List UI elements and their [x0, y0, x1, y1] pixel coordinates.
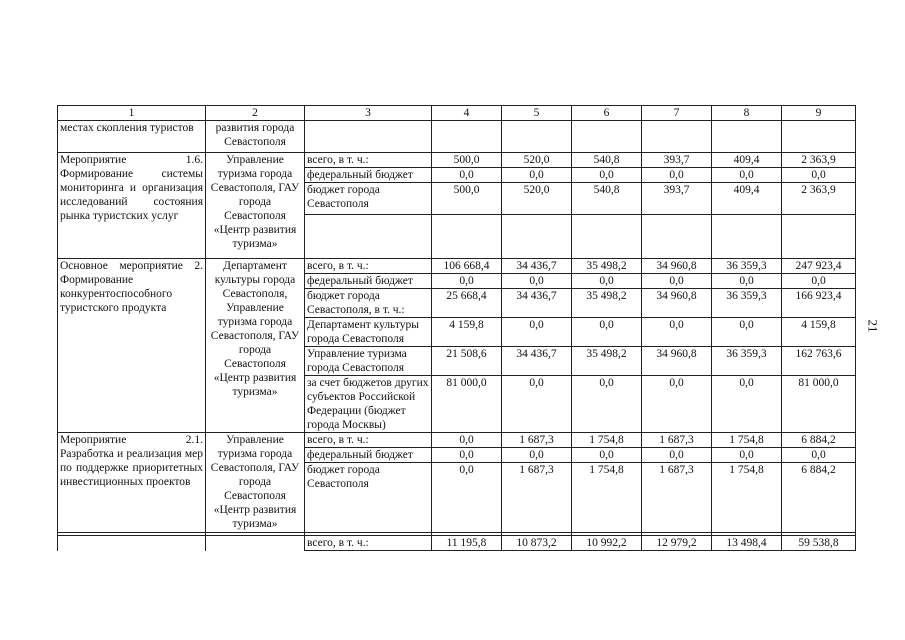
value-cell: 0,0	[642, 448, 712, 463]
source-label: всего, в т. ч.:	[305, 536, 432, 551]
column-number: 9	[782, 106, 856, 121]
value-cell: 1 687,3	[642, 433, 712, 448]
source-label: бюджет города Севастополя, в т. ч.:	[305, 289, 432, 318]
value-cell: 1 754,8	[572, 463, 642, 533]
value-cell: 35 498,2	[572, 289, 642, 318]
value-cell: 0,0	[432, 463, 502, 533]
value-cell: 0,0	[712, 376, 782, 433]
value-cell: 166 923,4	[782, 289, 856, 318]
value-cell: 0,0	[572, 376, 642, 433]
value-cell: 34 436,7	[502, 259, 572, 274]
value-cell: 0,0	[782, 448, 856, 463]
value-cell: 6 884,2	[782, 433, 856, 448]
column-number: 6	[572, 106, 642, 121]
value-cell: 1 754,8	[712, 463, 782, 533]
value-cell: 540,8	[572, 183, 642, 215]
value-cell: 0,0	[712, 318, 782, 347]
value-cell: 1 687,3	[642, 463, 712, 533]
value-cell: 0,0	[502, 376, 572, 433]
column-number: 8	[712, 106, 782, 121]
value-cell: 0,0	[712, 274, 782, 289]
value-cell: 25 668,4	[432, 289, 502, 318]
column-number: 7	[642, 106, 712, 121]
value-cell: 4 159,8	[782, 318, 856, 347]
value-cell: 10 873,2	[502, 536, 572, 551]
table-row	[58, 259, 856, 274]
value-cell: 500,0	[432, 153, 502, 168]
value-cell: 34 960,8	[642, 259, 712, 274]
value-cell: 13 498,4	[712, 536, 782, 551]
executor: Управление туризма города Севастополя, ГАУ города Севастополя «Центр развития туризма»	[206, 153, 305, 259]
column-number: 3	[305, 106, 432, 121]
table-row	[58, 433, 856, 448]
value-cell: 500,0	[432, 183, 502, 215]
value-cell: 0,0	[572, 448, 642, 463]
continuation-row	[58, 121, 856, 153]
source-label: Департамент культуры города Севастополя	[305, 318, 432, 347]
value-cell: 0,0	[642, 168, 712, 183]
value-cell: 35 498,2	[572, 347, 642, 376]
measure-name: Мероприятие 2.1. Разработка и реализация мер по поддержке приоритетных инвестиционных проектов	[58, 433, 206, 533]
source-label: бюджет города Севастополя	[305, 463, 432, 533]
value-cell: 0,0	[782, 274, 856, 289]
value-cell: 0,0	[432, 448, 502, 463]
column-number-row	[58, 106, 856, 121]
source-label: всего, в т. ч.:	[305, 153, 432, 168]
value-cell: 2 363,9	[782, 183, 856, 215]
value-cell: 0,0	[502, 448, 572, 463]
value-cell: 2 363,9	[782, 153, 856, 168]
value-cell: 36 359,3	[712, 259, 782, 274]
table-row	[58, 153, 856, 168]
source-label: федеральный бюджет	[305, 448, 432, 463]
value-cell: 0,0	[502, 274, 572, 289]
value-cell: 1 754,8	[572, 433, 642, 448]
value-cell: 34 436,7	[502, 347, 572, 376]
value-cell: 0,0	[642, 274, 712, 289]
value-cell: 393,7	[642, 183, 712, 215]
value-cell: 0,0	[712, 168, 782, 183]
executor: Департамент культуры города Севастополя, Управление туризма города Севастополя, ГАУ города Севастополя «Центр развития туризма»	[206, 259, 305, 433]
executor: развития города Севастополя	[206, 121, 305, 153]
value-cell: 0,0	[642, 318, 712, 347]
value-cell: 0,0	[432, 433, 502, 448]
value-cell: 540,8	[572, 153, 642, 168]
value-cell: 0,0	[432, 274, 502, 289]
source-label: федеральный бюджет	[305, 168, 432, 183]
column-number: 5	[502, 106, 572, 121]
value-cell: 409,4	[712, 153, 782, 168]
value-cell: 21 508,6	[432, 347, 502, 376]
value-cell: 81 000,0	[782, 376, 856, 433]
value-cell: 520,0	[502, 153, 572, 168]
value-cell: 6 884,2	[782, 463, 856, 533]
value-cell: 1 687,3	[502, 433, 572, 448]
value-cell: 35 498,2	[572, 259, 642, 274]
value-cell: 81 000,0	[432, 376, 502, 433]
value-cell: 0,0	[782, 168, 856, 183]
source-label: всего, в т. ч.:	[305, 433, 432, 448]
page-number: 21	[865, 319, 881, 333]
column-number: 2	[206, 106, 305, 121]
source-label: всего, в т. ч.:	[305, 259, 432, 274]
value-cell: 162 763,6	[782, 347, 856, 376]
value-cell: 34 960,8	[642, 289, 712, 318]
value-cell: 0,0	[502, 168, 572, 183]
value-cell: 34 960,8	[642, 347, 712, 376]
source-label: федеральный бюджет	[305, 274, 432, 289]
value-cell: 409,4	[712, 183, 782, 215]
value-cell: 0,0	[432, 168, 502, 183]
value-cell: 0,0	[502, 318, 572, 347]
value-cell: 34 436,7	[502, 289, 572, 318]
measure-name: Мероприятие 1.6. Формирование системы мониторинга и организация исследований состояния рынка туристских услуг	[58, 153, 206, 259]
column-number: 4	[432, 106, 502, 121]
measure-name: местах скопления туристов	[58, 121, 206, 153]
source-label: за счет бюджетов других субъектов Российской Федерации (бюджет города Москвы)	[305, 376, 432, 433]
value-cell: 36 359,3	[712, 289, 782, 318]
value-cell: 0,0	[572, 274, 642, 289]
column-number: 1	[58, 106, 206, 121]
value-cell: 393,7	[642, 153, 712, 168]
value-cell: 520,0	[502, 183, 572, 215]
value-cell: 4 159,8	[432, 318, 502, 347]
value-cell: 12 979,2	[642, 536, 712, 551]
value-cell: 247 923,4	[782, 259, 856, 274]
value-cell: 0,0	[572, 168, 642, 183]
table-row	[58, 536, 856, 551]
value-cell: 36 359,3	[712, 347, 782, 376]
value-cell: 10 992,2	[572, 536, 642, 551]
executor: Управление туризма города Севастополя, ГАУ города Севастополя «Центр развития туризма»	[206, 433, 305, 533]
value-cell: 59 538,8	[782, 536, 856, 551]
value-cell: 1 754,8	[712, 433, 782, 448]
measure-name: Основное мероприятие 2. Формирование конкурентоспособного туристского продукта	[58, 259, 206, 433]
value-cell: 0,0	[572, 318, 642, 347]
value-cell: 1 687,3	[502, 463, 572, 533]
source-label: Управление туризма города Севастополя	[305, 347, 432, 376]
value-cell: 0,0	[712, 448, 782, 463]
budget-table	[57, 105, 856, 551]
value-cell: 11 195,8	[432, 536, 502, 551]
value-cell: 106 668,4	[432, 259, 502, 274]
source-label: бюджет города Севастополя	[305, 183, 432, 215]
value-cell: 0,0	[642, 376, 712, 433]
